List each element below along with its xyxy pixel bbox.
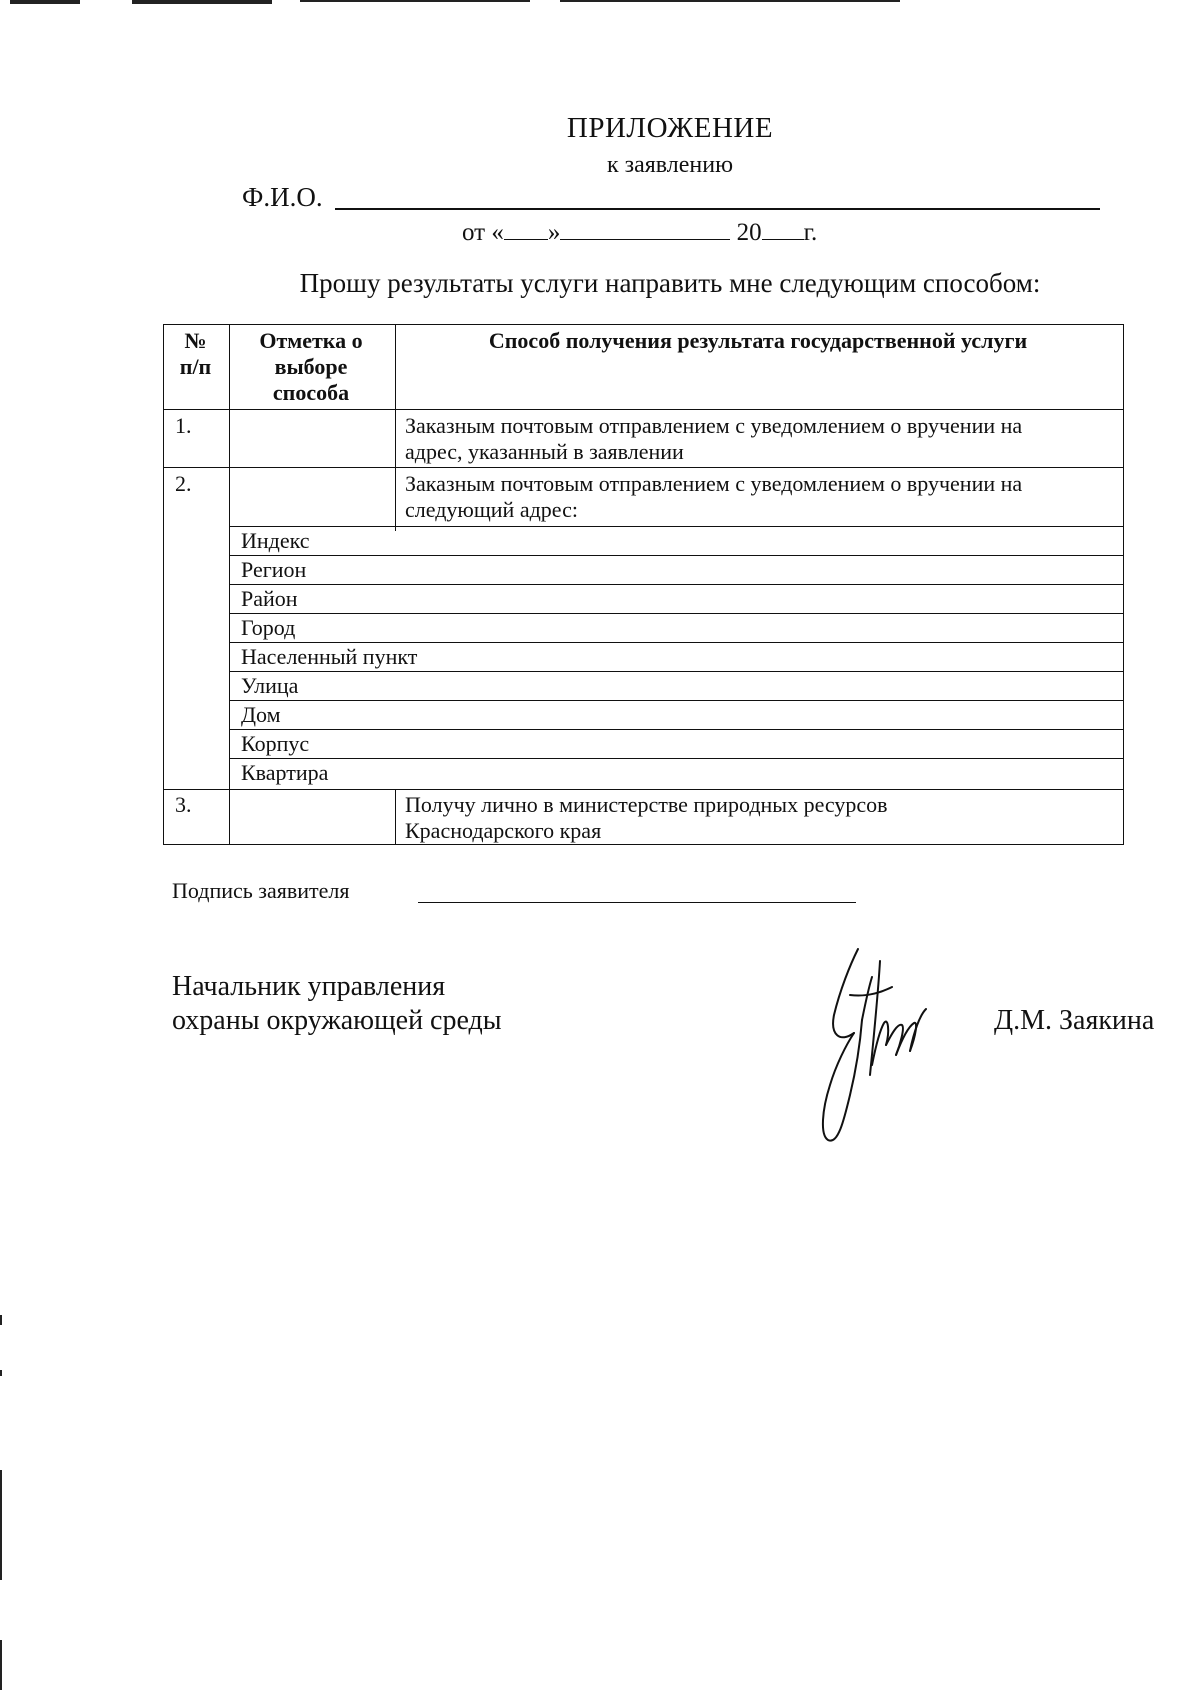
row-num: 2. xyxy=(175,471,192,496)
table-row-divider xyxy=(229,700,1123,701)
table-col-divider xyxy=(395,325,396,531)
official-position-line1: Начальник управления xyxy=(172,971,446,1002)
scan-artifact-left xyxy=(0,1315,2,1325)
header-num-line2: п/п xyxy=(179,354,212,379)
table-row-divider xyxy=(229,758,1123,759)
row-method-line: адрес, указанный в заявлении xyxy=(405,439,684,464)
address-field-apartment[interactable]: Квартира xyxy=(241,760,329,785)
fio-label: Ф.И.О. xyxy=(242,182,323,212)
scan-artifact-top xyxy=(10,0,80,4)
address-field-building[interactable]: Корпус xyxy=(241,731,310,756)
row-method-text xyxy=(405,471,1022,523)
official-position-line2: охраны окружающей среды xyxy=(172,1005,502,1036)
row-1-mark-cell[interactable] xyxy=(230,410,392,466)
header-mark xyxy=(228,328,394,406)
fio-field[interactable] xyxy=(335,208,1100,210)
header-num xyxy=(163,328,228,380)
row-method-line: следующий адрес: xyxy=(405,497,578,522)
table-row-divider xyxy=(229,584,1123,585)
scan-artifact-left xyxy=(0,1470,2,1580)
date-year-prefix: 20 xyxy=(736,219,762,246)
applicant-signature-label: Подпись заявителя xyxy=(172,878,350,903)
header-num-line1: № xyxy=(184,328,207,353)
row-method-line: Заказным почтовым отправлением с уведомлением о вручении на xyxy=(405,471,1023,496)
handwritten-signature xyxy=(810,935,940,1155)
scan-artifact-top xyxy=(132,0,272,4)
date-suffix: г. xyxy=(803,219,818,246)
header-method: Способ получения результата государственной услуги xyxy=(488,328,1028,353)
header-mark-line3: способа xyxy=(272,380,350,405)
address-field-house[interactable]: Дом xyxy=(241,702,281,727)
document-title: ПРИЛОЖЕНИЕ xyxy=(566,112,774,144)
row-method-line: Получу лично в министерстве природных ресурсов xyxy=(405,792,888,817)
row-3-mark-cell[interactable] xyxy=(230,790,392,842)
date-day-field[interactable] xyxy=(504,215,548,240)
request-text: Прошу результаты услуги направить мне следующим способом: xyxy=(299,268,1041,298)
scan-artifact-left xyxy=(0,1640,2,1690)
table-col-divider xyxy=(395,789,396,844)
scan-artifact-top xyxy=(560,0,900,2)
date-row xyxy=(462,215,817,247)
table-row-divider xyxy=(229,526,1123,527)
table-row-divider xyxy=(229,671,1123,672)
document-subtitle: к заявлению xyxy=(606,152,734,178)
header-mark-line1: Отметка о xyxy=(259,328,363,353)
official-name: Д.М. Заякина xyxy=(994,1005,1155,1036)
address-field-city[interactable]: Город xyxy=(241,615,296,640)
row-2-mark-cell[interactable] xyxy=(230,468,392,524)
date-month-field[interactable] xyxy=(560,215,730,240)
address-field-region[interactable]: Регион xyxy=(241,557,307,582)
address-field-street[interactable]: Улица xyxy=(241,673,299,698)
scan-artifact-top xyxy=(300,0,530,2)
row-method-line: Заказным почтовым отправлением с уведомлением о вручении на xyxy=(405,413,1023,438)
header-mark-line2: выборе xyxy=(274,354,348,379)
table-row-divider xyxy=(229,613,1123,614)
table-row-divider xyxy=(229,729,1123,730)
row-method-text xyxy=(405,792,888,844)
date-year-field[interactable] xyxy=(762,215,804,240)
address-field-district[interactable]: Район xyxy=(241,586,298,611)
applicant-signature-field[interactable] xyxy=(418,902,856,903)
table-row-divider xyxy=(229,642,1123,643)
row-num: 1. xyxy=(175,413,192,438)
date-mid: » xyxy=(547,219,561,246)
address-field-index[interactable]: Индекс xyxy=(241,528,310,553)
row-num: 3. xyxy=(175,792,192,817)
table-row-divider xyxy=(229,555,1123,556)
scan-artifact-left xyxy=(0,1370,2,1376)
row-method-text xyxy=(405,413,1022,465)
address-field-settlement[interactable]: Населенный пункт xyxy=(241,644,418,669)
official-position xyxy=(172,970,502,1038)
row-method-line: Краснодарского края xyxy=(405,818,602,843)
date-prefix: от « xyxy=(462,219,504,246)
